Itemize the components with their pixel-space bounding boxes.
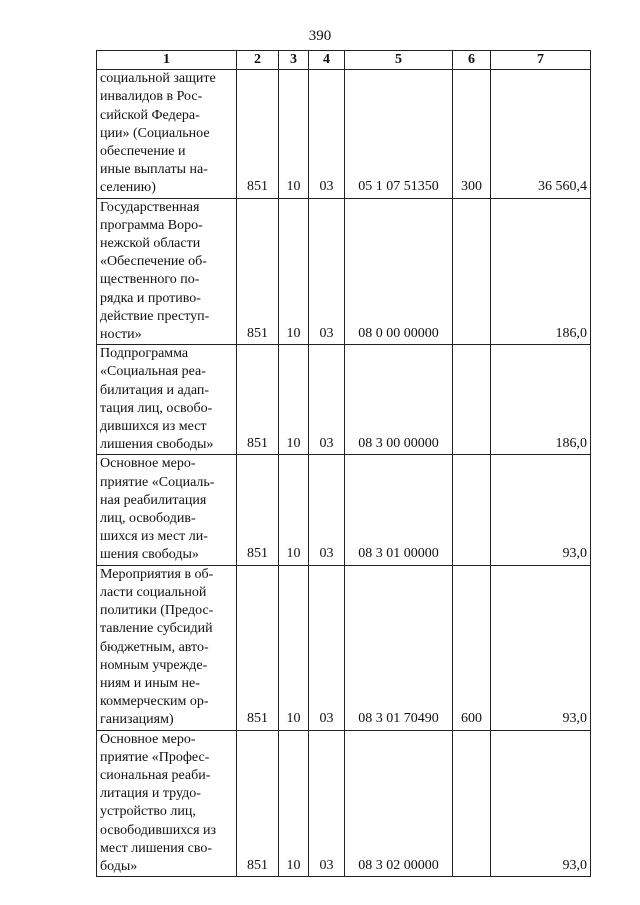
amount-cell-value: 36 560,4 bbox=[538, 179, 587, 195]
row-name-line: ции» (Социальное bbox=[100, 125, 210, 141]
row-name-line: Государственная bbox=[100, 199, 200, 215]
row-name-line: «Социальная реа- bbox=[100, 364, 206, 380]
target-article-code-cell bbox=[345, 70, 453, 198]
row-name-line: нежской области bbox=[100, 236, 201, 252]
row-name-cell bbox=[97, 70, 237, 198]
row-name-line: сиональная реаби- bbox=[100, 767, 211, 783]
section-code-cell bbox=[279, 198, 309, 345]
grbs-code-cell-value: 851 bbox=[247, 711, 268, 727]
section-code-cell-value: 10 bbox=[286, 857, 301, 873]
grbs-code-cell-value: 851 bbox=[247, 179, 268, 195]
expense-type-code-cell-value: 300 bbox=[461, 179, 482, 195]
table-row bbox=[97, 730, 591, 877]
budget-table bbox=[96, 50, 591, 877]
subsection-code-cell-value: 03 bbox=[319, 179, 334, 195]
subsection-code-cell-value: 03 bbox=[319, 326, 334, 342]
row-name-line: сийской Федера- bbox=[100, 107, 200, 123]
section-code-cell bbox=[279, 70, 309, 198]
target-article-code-cell bbox=[345, 198, 453, 345]
amount-cell-value: 186,0 bbox=[555, 326, 587, 342]
subsection-code-cell-value: 03 bbox=[319, 546, 334, 562]
row-name-line: действие преступ- bbox=[100, 308, 210, 324]
row-name-line: обеспечение и bbox=[100, 144, 186, 160]
subsection-code-cell bbox=[309, 455, 345, 565]
row-name-line: лишения свободы» bbox=[100, 437, 214, 453]
target-article-code-cell bbox=[345, 345, 453, 455]
amount-cell-value: 186,0 bbox=[555, 436, 587, 452]
subsection-code-cell bbox=[309, 730, 345, 877]
row-name-line: коммерческим ор- bbox=[100, 694, 209, 710]
expense-type-code-cell-value bbox=[456, 875, 487, 876]
row-name-line: рядка и противо- bbox=[100, 290, 201, 306]
row-name-line: Основное меро- bbox=[100, 456, 196, 472]
row-name-line: «Обеспечение об- bbox=[100, 254, 207, 270]
column-header: 4 bbox=[309, 51, 345, 70]
table-row bbox=[97, 455, 591, 565]
table-row bbox=[97, 70, 591, 198]
section-code-cell bbox=[279, 730, 309, 877]
row-name-line: тация лиц, освобо- bbox=[100, 400, 213, 416]
target-article-code-cell-value: 08 0 00 00000 bbox=[358, 326, 439, 342]
page-number: 390 bbox=[308, 28, 332, 44]
row-name-line: селению) bbox=[100, 180, 156, 196]
row-name-line: ниям и иным не- bbox=[100, 675, 200, 691]
column-header: 6 bbox=[453, 51, 491, 70]
row-name-line: литация и трудо- bbox=[100, 786, 201, 802]
table-row bbox=[97, 565, 591, 730]
row-name-line: иные выплаты на- bbox=[100, 162, 208, 178]
row-name-line: боды» bbox=[100, 858, 138, 874]
section-code-cell-value: 10 bbox=[286, 326, 301, 342]
grbs-code-cell bbox=[237, 70, 279, 198]
subsection-code-cell bbox=[309, 565, 345, 730]
row-name-line: щественного по- bbox=[100, 272, 200, 288]
section-code-cell-value: 10 bbox=[286, 546, 301, 562]
section-code-cell bbox=[279, 565, 309, 730]
row-name-line: бюджетным, авто- bbox=[100, 639, 209, 655]
row-name-line: мест лишения сво- bbox=[100, 840, 213, 856]
row-name-line: приятие «Профес- bbox=[100, 749, 210, 765]
row-name-line: ная реабилитация bbox=[100, 492, 207, 508]
target-article-code-cell bbox=[345, 730, 453, 877]
row-name-cell bbox=[97, 345, 237, 455]
row-name-line: программа Воро- bbox=[100, 217, 203, 233]
grbs-code-cell bbox=[237, 730, 279, 877]
row-name-line: ности» bbox=[100, 327, 142, 343]
amount-cell bbox=[491, 565, 591, 730]
target-article-code-cell-value: 08 3 01 00000 bbox=[358, 546, 439, 562]
row-name-line: Мероприятия в об- bbox=[100, 566, 214, 582]
subsection-code-cell bbox=[309, 345, 345, 455]
row-name-line: приятие «Социаль- bbox=[100, 474, 215, 490]
target-article-code-cell-value: 08 3 00 00000 bbox=[358, 436, 439, 452]
row-name-line: шения свободы» bbox=[100, 547, 199, 563]
row-name-cell bbox=[97, 730, 237, 877]
row-name-line: Основное меро- bbox=[100, 731, 196, 747]
subsection-code-cell-value: 03 bbox=[319, 436, 334, 452]
row-name-line: ганизациям) bbox=[100, 712, 174, 728]
section-code-cell bbox=[279, 345, 309, 455]
grbs-code-cell-value: 851 bbox=[247, 857, 268, 873]
row-name-line: билитация и адап- bbox=[100, 382, 210, 398]
row-name-line: Подпрограмма bbox=[100, 346, 189, 362]
expense-type-code-cell bbox=[453, 70, 491, 198]
amount-cell-value: 93,0 bbox=[562, 546, 587, 562]
section-code-cell bbox=[279, 455, 309, 565]
expense-type-code-cell bbox=[453, 730, 491, 877]
expense-type-code-cell-value: 600 bbox=[461, 711, 482, 727]
row-name-line: лиц, освободив- bbox=[100, 511, 196, 527]
row-name-line: номным учрежде- bbox=[100, 657, 208, 673]
row-name-line: устройство лиц, bbox=[100, 804, 196, 820]
row-name-line: политики (Предос- bbox=[100, 603, 214, 619]
row-name-cell bbox=[97, 565, 237, 730]
grbs-code-cell-value: 851 bbox=[247, 326, 268, 342]
row-name-cell bbox=[97, 198, 237, 345]
grbs-code-cell-value: 851 bbox=[247, 546, 268, 562]
row-name-line: освободившихся из bbox=[100, 822, 217, 838]
table-row bbox=[97, 345, 591, 455]
section-code-cell-value: 10 bbox=[286, 711, 301, 727]
amount-cell-value: 93,0 bbox=[562, 857, 587, 873]
row-name-line: социальной защите bbox=[100, 71, 216, 87]
amount-cell bbox=[491, 345, 591, 455]
row-name-line: шихся из мест ли- bbox=[100, 529, 208, 545]
subsection-code-cell-value: 03 bbox=[319, 857, 334, 873]
table-row bbox=[97, 198, 591, 345]
row-name-line: инвалидов в Рос- bbox=[100, 89, 203, 105]
subsection-code-cell bbox=[309, 198, 345, 345]
expense-type-code-cell bbox=[453, 198, 491, 345]
target-article-code-cell-value: 08 3 01 70490 bbox=[358, 711, 439, 727]
grbs-code-cell bbox=[237, 565, 279, 730]
column-header: 5 bbox=[345, 51, 453, 70]
subsection-code-cell-value: 03 bbox=[319, 711, 334, 727]
section-code-cell-value: 10 bbox=[286, 436, 301, 452]
row-name-line: дившихся из мест bbox=[100, 419, 207, 435]
grbs-code-cell-value: 851 bbox=[247, 436, 268, 452]
expense-type-code-cell bbox=[453, 565, 491, 730]
section-code-cell-value: 10 bbox=[286, 179, 301, 195]
subsection-code-cell bbox=[309, 70, 345, 198]
expense-type-code-cell bbox=[453, 455, 491, 565]
table-body bbox=[97, 70, 591, 877]
column-header: 3 bbox=[279, 51, 309, 70]
target-article-code-cell-value: 05 1 07 51350 bbox=[358, 179, 439, 195]
column-header: 2 bbox=[237, 51, 279, 70]
amount-cell-value: 93,0 bbox=[562, 711, 587, 727]
row-name-line: ласти социальной bbox=[100, 584, 207, 600]
expense-type-code-cell bbox=[453, 345, 491, 455]
column-header: 1 bbox=[97, 51, 237, 70]
target-article-code-cell bbox=[345, 455, 453, 565]
grbs-code-cell bbox=[237, 198, 279, 345]
column-header: 7 bbox=[491, 51, 591, 70]
row-name-cell bbox=[97, 455, 237, 565]
grbs-code-cell bbox=[237, 455, 279, 565]
amount-cell bbox=[491, 70, 591, 198]
amount-cell bbox=[491, 198, 591, 345]
table-header-row bbox=[97, 51, 591, 70]
amount-cell bbox=[491, 455, 591, 565]
amount-cell bbox=[491, 730, 591, 877]
target-article-code-cell-value: 08 3 02 00000 bbox=[358, 857, 439, 873]
row-name-line: тавление субсидий bbox=[100, 621, 213, 637]
grbs-code-cell bbox=[237, 345, 279, 455]
target-article-code-cell bbox=[345, 565, 453, 730]
